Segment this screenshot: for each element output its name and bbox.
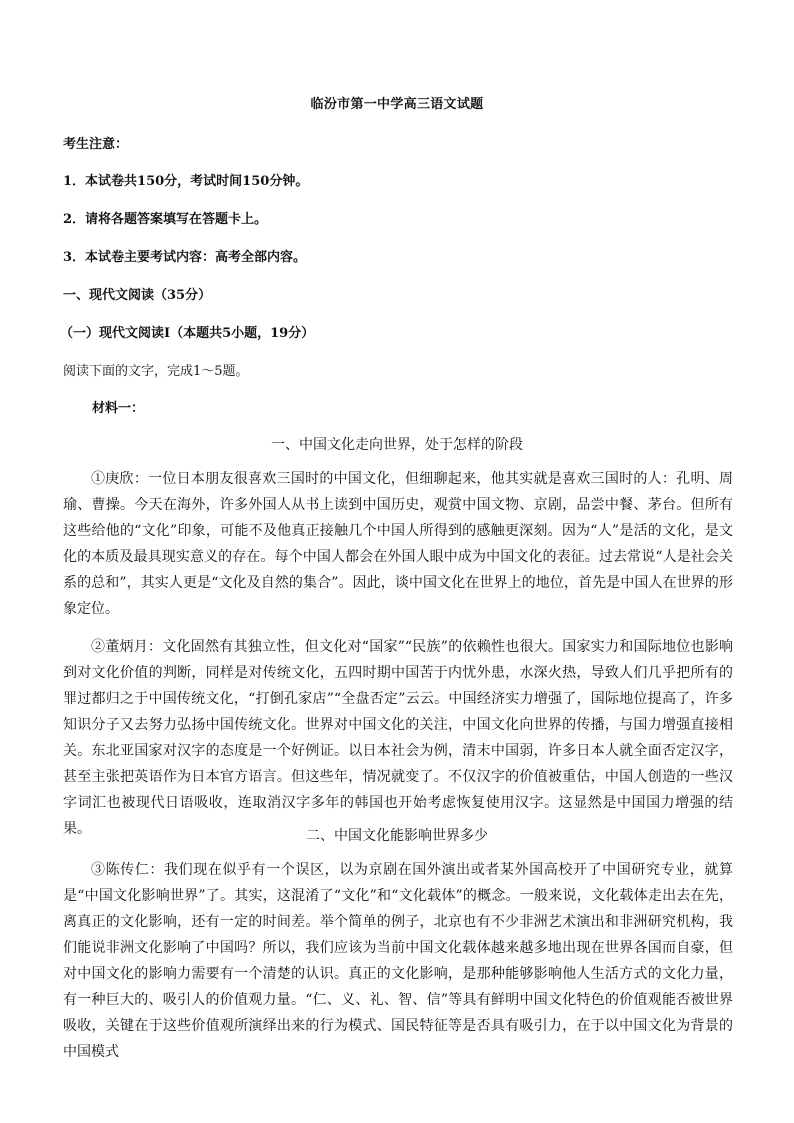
material-label: 材料一：	[92, 401, 145, 416]
notice-item-2: 2．请将各题答案填写在答题卡上。	[63, 212, 268, 227]
notice-item-3: 3．本试卷主要考试内容：高考全部内容。	[63, 250, 307, 265]
section-heading-2: 二、中国文化能影响世界多少	[306, 828, 488, 844]
section-heading-1: 一、中国文化走向世界，处于怎样的阶段	[271, 437, 523, 453]
notice-item-1: 1．本试卷共150分，考试时间150分钟。	[63, 174, 309, 189]
section-title: 一、现代文阅读（35分）	[63, 288, 212, 303]
page-title: 临汾市第一中学高三语文试题	[310, 97, 484, 112]
paragraph-2: ②董炳月：文化固然有其独立性，但文化对“国家”“民族”的依赖性也很大。国家实力和国际地位也影响到对文化价值的判断，同样是对传统文化，五四时期中国苦于内忧外患，水深火热，导致人们几乎把所有的罪过都归之于中国传统文化，“打倒孔家店”“全盘否定”云云。中国经济实力增强了，国际地位提高了，许多知识分子又去努力弘扬中国传统文化。世界对中国文化的关注，中国文化向世界的传播，与国力增强直接相关。东北亚国家对汉字的态度是一个好例证。以日本社会为例，清末中国弱，许多日本人就全面否定汉字，甚至主张把英语作为日本官方语言。但这些年，情况就变了。不仅汉字的价值被重估，中国人创造的一些汉字词汇也被现代日语吸收，连取消汉字多年的韩国也开始考虑恢复使用汉字。这显然是中国国力增强的结果。	[63, 639, 733, 837]
paragraph-3: ③陈传仁：我们现在似乎有一个误区，以为京剧在国外演出或者某外国高校开了中国研究专业，就算是“中国文化影响世界”了。其实，这混淆了“文化”和“文化载体”的概念。一般来说，文化载体走出去在先，离真正的文化影响，还有一定的时间差。举个简单的例子，北京也有不少非洲艺术演出和非洲研究机构，我们能说非洲文化影响了中国吗？所以，我们应该为当前中国文化载体越来越多地出现在世界各国而自豪，但对中国文化的影响力需要有一个清楚的认识。真正的文化影响，是那种能够影响他人生活方式的文化力量，有一种巨大的、吸引人的价值观力量。“仁、义、礼、智、信”等具有鲜明中国文化特色的价值观能否被世界吸收，关键在于这些价值观所演绎出来的行为模式、国民特征等是否具有吸引力，在于以中国文化为背景的中国模式	[63, 862, 733, 1060]
instruction-text: 阅读下面的文字，完成1～5题。	[63, 364, 249, 379]
notice-label: 考生注意：	[63, 137, 129, 152]
subsection-title: （一）现代文阅读Ⅰ（本题共5小题，19分）	[60, 326, 315, 341]
paragraph-1: ①庚欣：一位日本朋友很喜欢三国时的中国文化，但细聊起来，他其实就是喜欢三国时的人：孔明、周瑜、曹操。今天在海外，许多外国人从书上读到中国历史，观赏中国文物、京剧，品尝中餐、茅台。但所有这些给他的“文化”印象，可能不及他真正接触几个中国人所得到的感触更深刻。因为“人”是活的文化，是文化的本质及最具现实意义的存在。每个中国人都会在外国人眼中成为中国文化的表征。过去常说“人是社会关系的总和”，其实人更是“文化及自然的集合”。因此，谈中国文化在世界上的地位，首先是中国人在世界的形象定位。	[63, 471, 733, 617]
